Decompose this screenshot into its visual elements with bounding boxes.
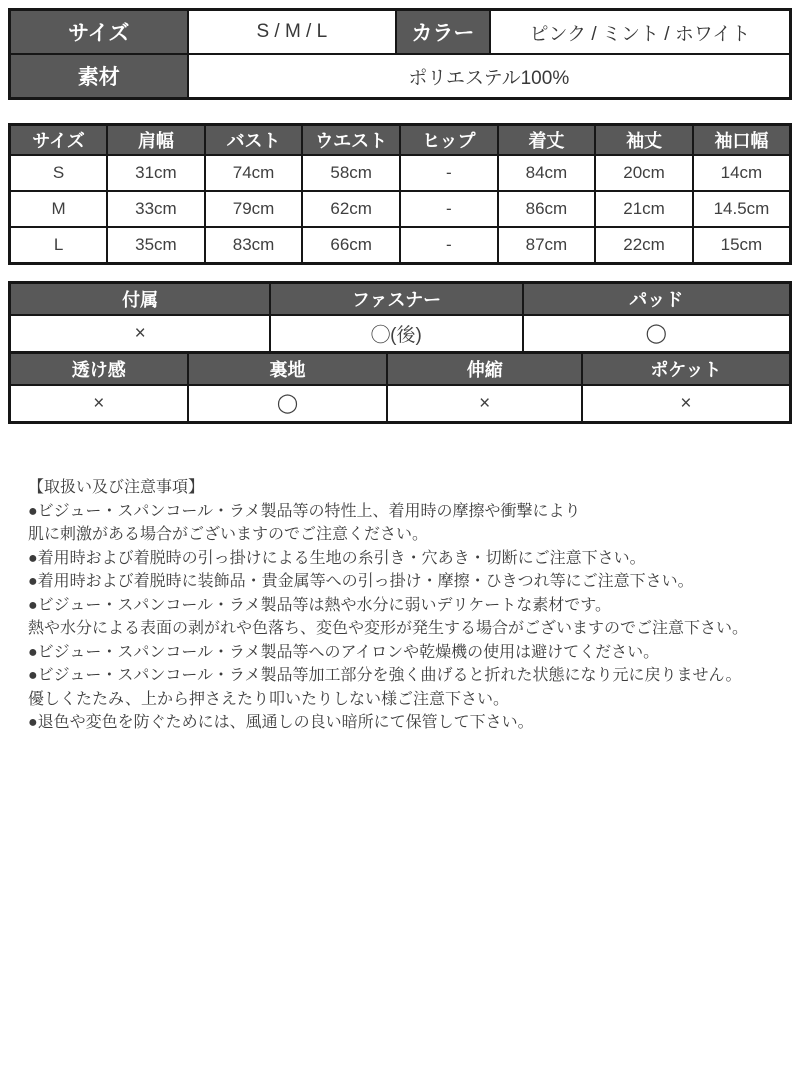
care-notes-title: 【取扱い及び注意事項】 — [28, 479, 205, 496]
measurement-cell: - — [400, 227, 498, 264]
table-header-row — [10, 125, 791, 156]
material-value-cell: ポリエステル100% — [188, 54, 791, 99]
features-header-cell: ポケット — [582, 353, 791, 386]
care-note-line: 肌に刺激がある場合がございますのでご注意ください。 — [28, 526, 429, 543]
size-value-cell: S / M / L — [188, 10, 397, 55]
care-notes — [28, 476, 778, 735]
table-row — [10, 315, 791, 353]
measurements-header-cell: 肩幅 — [107, 125, 205, 156]
feature-value-cell: ◯ — [188, 385, 388, 423]
measurement-cell: 58cm — [302, 155, 400, 191]
measurement-cell: 62cm — [302, 191, 400, 227]
table-row — [10, 10, 791, 55]
measurement-cell: 14cm — [693, 155, 791, 191]
features-header-cell: 伸縮 — [387, 353, 581, 386]
features-header-cell: ファスナー — [270, 283, 522, 316]
measurements-header-cell: 袖口幅 — [693, 125, 791, 156]
care-note-line: 優しくたたみ、上から押さえたり叩いたりしない様ご注意下さい。 — [28, 690, 509, 708]
measurements-header-cell: 袖丈 — [595, 125, 693, 156]
size-label-cell: サイズ — [10, 10, 188, 55]
measurement-cell: 35cm — [107, 227, 205, 264]
measurement-cell: 66cm — [302, 227, 400, 264]
care-note-line: 熱や水分による表面の剥がれや色落ち、変色や変形が発生する場合がございますのでご注意下さい。 — [28, 620, 749, 637]
measurement-cell: 84cm — [498, 155, 596, 191]
measurement-cell: 33cm — [107, 191, 205, 227]
measurement-cell: 31cm — [107, 155, 205, 191]
feature-value-cell: × — [10, 385, 188, 423]
measurements-table — [8, 123, 792, 265]
measurement-cell: 15cm — [693, 227, 791, 264]
measurement-cell: 83cm — [205, 227, 303, 264]
product-info-table — [8, 8, 792, 100]
feature-value-cell: ◯ — [523, 315, 791, 353]
care-note-line: ●退色や変色を防ぐためには、風通しの良い暗所にて保管して下さい。 — [28, 714, 534, 731]
table-row — [10, 54, 791, 99]
measurement-cell: 21cm — [595, 191, 693, 227]
measurement-cell: - — [400, 191, 498, 227]
table-row — [10, 385, 791, 423]
measurement-cell: S — [10, 155, 108, 191]
features-header-cell: 裏地 — [188, 353, 388, 386]
table-header-row — [10, 283, 791, 316]
features-header-cell: パッド — [523, 283, 791, 316]
measurement-cell: 87cm — [498, 227, 596, 264]
measurement-cell: 20cm — [595, 155, 693, 191]
feature-value-cell: × — [387, 385, 581, 423]
care-note-line: ●ビジュー・スパンコール・ラメ製品等加工部分を強く曲げると折れた状態になり元に戻りません。 — [28, 667, 742, 684]
measurement-cell: 86cm — [498, 191, 596, 227]
measurement-cell: - — [400, 155, 498, 191]
measurement-cell: L — [10, 227, 108, 264]
features-table-1 — [8, 281, 792, 354]
table-row — [10, 155, 791, 191]
care-note-line: ●ビジュー・スパンコール・ラメ製品等は熱や水分に弱いデリケートな素材です。 — [28, 596, 611, 614]
care-note-line: ●ビジュー・スパンコール・ラメ製品等の特性上、着用時の摩擦や衝撃により — [28, 502, 581, 520]
care-note-line: ●着用時および着脱時に装飾品・貴金属等への引っ掛け・摩擦・ひきつれ等にご注意下さい。 — [28, 573, 694, 590]
measurement-cell: M — [10, 191, 108, 227]
feature-value-cell: ◯(後) — [270, 315, 522, 353]
features-table-2 — [8, 351, 792, 424]
color-value-cell: ピンク / ミント / ホワイト — [490, 10, 791, 55]
measurements-header-cell: 着丈 — [498, 125, 596, 156]
table-header-row — [10, 353, 791, 386]
care-note-line: ●着用時および着脱時の引っ掛けによる生地の糸引き・穴あき・切断にご注意下さい。 — [28, 549, 646, 567]
measurements-header-cell: サイズ — [10, 125, 108, 156]
measurements-header-cell: ウエスト — [302, 125, 400, 156]
measurements-header-cell: ヒップ — [400, 125, 498, 156]
measurement-cell: 79cm — [205, 191, 303, 227]
table-row — [10, 191, 791, 227]
features-header-cell: 透け感 — [10, 353, 188, 386]
table-row — [10, 227, 791, 264]
color-label-cell: カラー — [396, 10, 490, 55]
measurement-cell: 14.5cm — [693, 191, 791, 227]
care-note-line: ●ビジュー・スパンコール・ラメ製品等へのアイロンや乾燥機の使用は避けてください。 — [28, 643, 660, 661]
measurements-header-cell: バスト — [205, 125, 303, 156]
material-label-cell: 素材 — [10, 54, 188, 99]
features-header-cell: 付属 — [10, 283, 271, 316]
measurement-cell: 22cm — [595, 227, 693, 264]
feature-value-cell: × — [582, 385, 791, 423]
feature-value-cell: × — [10, 315, 271, 353]
measurement-cell: 74cm — [205, 155, 303, 191]
